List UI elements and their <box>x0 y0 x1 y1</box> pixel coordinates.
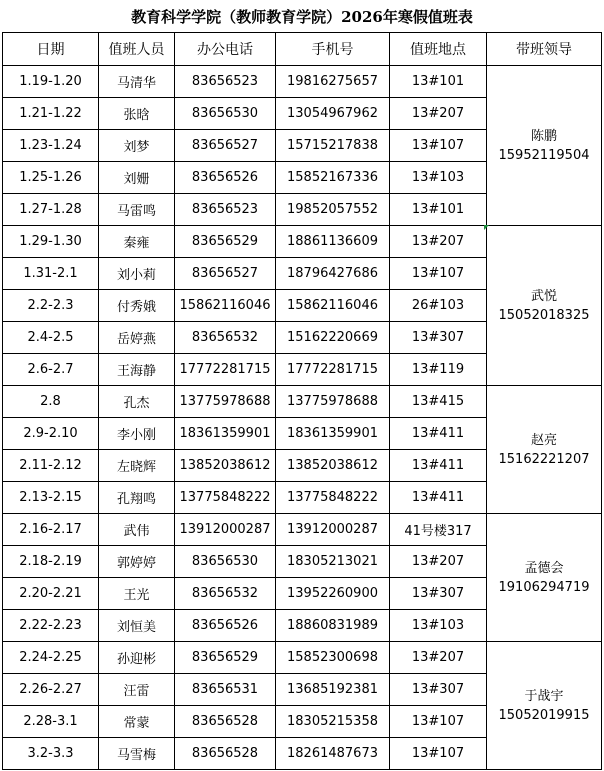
staff-cell: 刘小莉 <box>99 258 175 290</box>
office-phone-cell: 83656527 <box>175 258 276 290</box>
staff-cell: 刘梦 <box>99 130 175 162</box>
header-office-phone: 办公电话 <box>175 33 276 66</box>
leader-cell <box>487 386 602 514</box>
header-location: 值班地点 <box>390 33 487 66</box>
staff-cell: 马雷鸣 <box>99 194 175 226</box>
office-phone-cell: 83656532 <box>175 578 276 610</box>
leader-name: 武悦 <box>530 288 557 304</box>
location-cell: 13#207 <box>390 642 487 674</box>
office-phone-cell: 13852038612 <box>175 450 276 482</box>
office-phone-cell: 83656532 <box>175 322 276 354</box>
location-cell: 13#207 <box>390 546 487 578</box>
leader-name: 于战宇 <box>524 688 564 704</box>
mobile-cell: 19816275657 <box>276 66 390 98</box>
leader-cell <box>487 642 602 770</box>
table-row <box>3 226 602 258</box>
header-mobile: 手机号 <box>276 33 390 66</box>
location-cell: 13#103 <box>390 610 487 642</box>
date-cell: 1.25-1.26 <box>3 162 99 194</box>
mobile-cell: 13054967962 <box>276 98 390 130</box>
mobile-cell: 13775978688 <box>276 386 390 418</box>
office-phone-cell: 13912000287 <box>175 514 276 546</box>
mobile-cell: 18261487673 <box>276 738 390 770</box>
page-title: 教育科学学院（教师教育学院）2026年寒假值班表 <box>131 8 473 26</box>
location-cell: 41号楼317 <box>390 514 487 546</box>
table-row <box>3 514 602 546</box>
leader-phone: 15052018325 <box>498 307 590 323</box>
location-cell: 13#207 <box>390 226 487 258</box>
location-cell: 13#107 <box>390 258 487 290</box>
staff-cell: 王海静 <box>99 354 175 386</box>
office-phone-cell: 83656528 <box>175 738 276 770</box>
location-cell: 13#415 <box>390 386 487 418</box>
staff-cell: 刘姗 <box>99 162 175 194</box>
staff-cell: 常蒙 <box>99 706 175 738</box>
location-cell: 13#101 <box>390 194 487 226</box>
leader-name: 赵亮 <box>530 432 557 448</box>
staff-cell: 孔翔鸣 <box>99 482 175 514</box>
date-cell: 2.13-2.15 <box>3 482 99 514</box>
leader-cell <box>487 514 602 642</box>
mobile-cell: 18305215358 <box>276 706 390 738</box>
header-staff: 值班人员 <box>99 33 175 66</box>
office-phone-cell: 83656526 <box>175 162 276 194</box>
mobile-cell: 15862116046 <box>276 290 390 322</box>
date-cell: 2.24-2.25 <box>3 642 99 674</box>
date-cell: 1.21-1.22 <box>3 98 99 130</box>
staff-cell: 郭婷婷 <box>99 546 175 578</box>
table-row <box>3 66 602 98</box>
location-cell: 13#307 <box>390 674 487 706</box>
location-cell: 13#107 <box>390 130 487 162</box>
date-cell: 2.4-2.5 <box>3 322 99 354</box>
header-row <box>3 33 602 66</box>
mobile-cell: 18860831989 <box>276 610 390 642</box>
date-cell: 2.2-2.3 <box>3 290 99 322</box>
location-cell: 13#207 <box>390 98 487 130</box>
office-phone-cell: 83656523 <box>175 66 276 98</box>
staff-cell: 付秀娥 <box>99 290 175 322</box>
mobile-cell: 18305213021 <box>276 546 390 578</box>
header-leader: 带班领导 <box>487 33 602 66</box>
mobile-cell: 15852300698 <box>276 642 390 674</box>
header-date: 日期 <box>3 33 99 66</box>
cell-comment-marker <box>484 225 489 230</box>
location-cell: 13#411 <box>390 418 487 450</box>
mobile-cell: 13685192381 <box>276 674 390 706</box>
staff-cell: 岳婷燕 <box>99 322 175 354</box>
office-phone-cell: 83656530 <box>175 98 276 130</box>
staff-cell: 马清华 <box>99 66 175 98</box>
date-cell: 2.18-2.19 <box>3 546 99 578</box>
location-cell: 13#307 <box>390 578 487 610</box>
office-phone-cell: 18361359901 <box>175 418 276 450</box>
roster-body <box>3 66 602 770</box>
staff-cell: 张晗 <box>99 98 175 130</box>
mobile-cell: 13852038612 <box>276 450 390 482</box>
mobile-cell: 18796427686 <box>276 258 390 290</box>
date-cell: 2.6-2.7 <box>3 354 99 386</box>
staff-cell: 王光 <box>99 578 175 610</box>
date-cell: 1.19-1.20 <box>3 66 99 98</box>
mobile-cell: 17772281715 <box>276 354 390 386</box>
location-cell: 13#101 <box>390 66 487 98</box>
date-cell: 2.28-3.1 <box>3 706 99 738</box>
date-cell: 2.16-2.17 <box>3 514 99 546</box>
location-cell: 13#107 <box>390 738 487 770</box>
staff-cell: 汪雷 <box>99 674 175 706</box>
office-phone-cell: 13775848222 <box>175 482 276 514</box>
location-cell: 13#103 <box>390 162 487 194</box>
date-cell: 2.26-2.27 <box>3 674 99 706</box>
mobile-cell: 13952260900 <box>276 578 390 610</box>
date-cell: 1.31-2.1 <box>3 258 99 290</box>
date-cell: 2.8 <box>3 386 99 418</box>
mobile-cell: 13775848222 <box>276 482 390 514</box>
date-cell: 1.23-1.24 <box>3 130 99 162</box>
date-cell: 2.9-2.10 <box>3 418 99 450</box>
mobile-cell: 18861136609 <box>276 226 390 258</box>
office-phone-cell: 83656531 <box>175 674 276 706</box>
location-cell: 13#411 <box>390 450 487 482</box>
staff-cell: 左晓辉 <box>99 450 175 482</box>
office-phone-cell: 83656526 <box>175 610 276 642</box>
date-cell: 1.27-1.28 <box>3 194 99 226</box>
location-cell: 13#107 <box>390 706 487 738</box>
leader-name: 陈鹏 <box>530 128 557 144</box>
location-cell: 13#119 <box>390 354 487 386</box>
location-cell: 26#103 <box>390 290 487 322</box>
office-phone-cell: 83656529 <box>175 642 276 674</box>
staff-cell: 孙迎彬 <box>99 642 175 674</box>
duty-roster-table <box>2 32 602 770</box>
office-phone-cell: 17772281715 <box>175 354 276 386</box>
date-cell: 2.11-2.12 <box>3 450 99 482</box>
mobile-cell: 19852057552 <box>276 194 390 226</box>
office-phone-cell: 83656523 <box>175 194 276 226</box>
mobile-cell: 15715217838 <box>276 130 390 162</box>
leader-phone: 15952119504 <box>498 147 590 163</box>
location-cell: 13#307 <box>390 322 487 354</box>
office-phone-cell: 83656530 <box>175 546 276 578</box>
leader-phone: 19106294719 <box>498 579 590 595</box>
leader-cell <box>487 66 602 226</box>
office-phone-cell: 15862116046 <box>175 290 276 322</box>
staff-cell: 孔杰 <box>99 386 175 418</box>
leader-name: 孟德会 <box>524 560 564 576</box>
office-phone-cell: 13775978688 <box>175 386 276 418</box>
leader-phone: 15052019915 <box>498 707 590 723</box>
office-phone-cell: 83656527 <box>175 130 276 162</box>
table-row <box>3 642 602 674</box>
staff-cell: 刘恒美 <box>99 610 175 642</box>
mobile-cell: 13912000287 <box>276 514 390 546</box>
location-cell: 13#411 <box>390 482 487 514</box>
mobile-cell: 15852167336 <box>276 162 390 194</box>
office-phone-cell: 83656528 <box>175 706 276 738</box>
date-cell: 2.20-2.21 <box>3 578 99 610</box>
staff-cell: 李小刚 <box>99 418 175 450</box>
table-row <box>3 386 602 418</box>
date-cell: 3.2-3.3 <box>3 738 99 770</box>
mobile-cell: 15162220669 <box>276 322 390 354</box>
leader-phone: 15162221207 <box>498 451 590 467</box>
mobile-cell: 18361359901 <box>276 418 390 450</box>
staff-cell: 马雪梅 <box>99 738 175 770</box>
date-cell: 2.22-2.23 <box>3 610 99 642</box>
staff-cell: 秦雍 <box>99 226 175 258</box>
office-phone-cell: 83656529 <box>175 226 276 258</box>
date-cell: 1.29-1.30 <box>3 226 99 258</box>
staff-cell: 武伟 <box>99 514 175 546</box>
leader-cell <box>487 226 602 386</box>
